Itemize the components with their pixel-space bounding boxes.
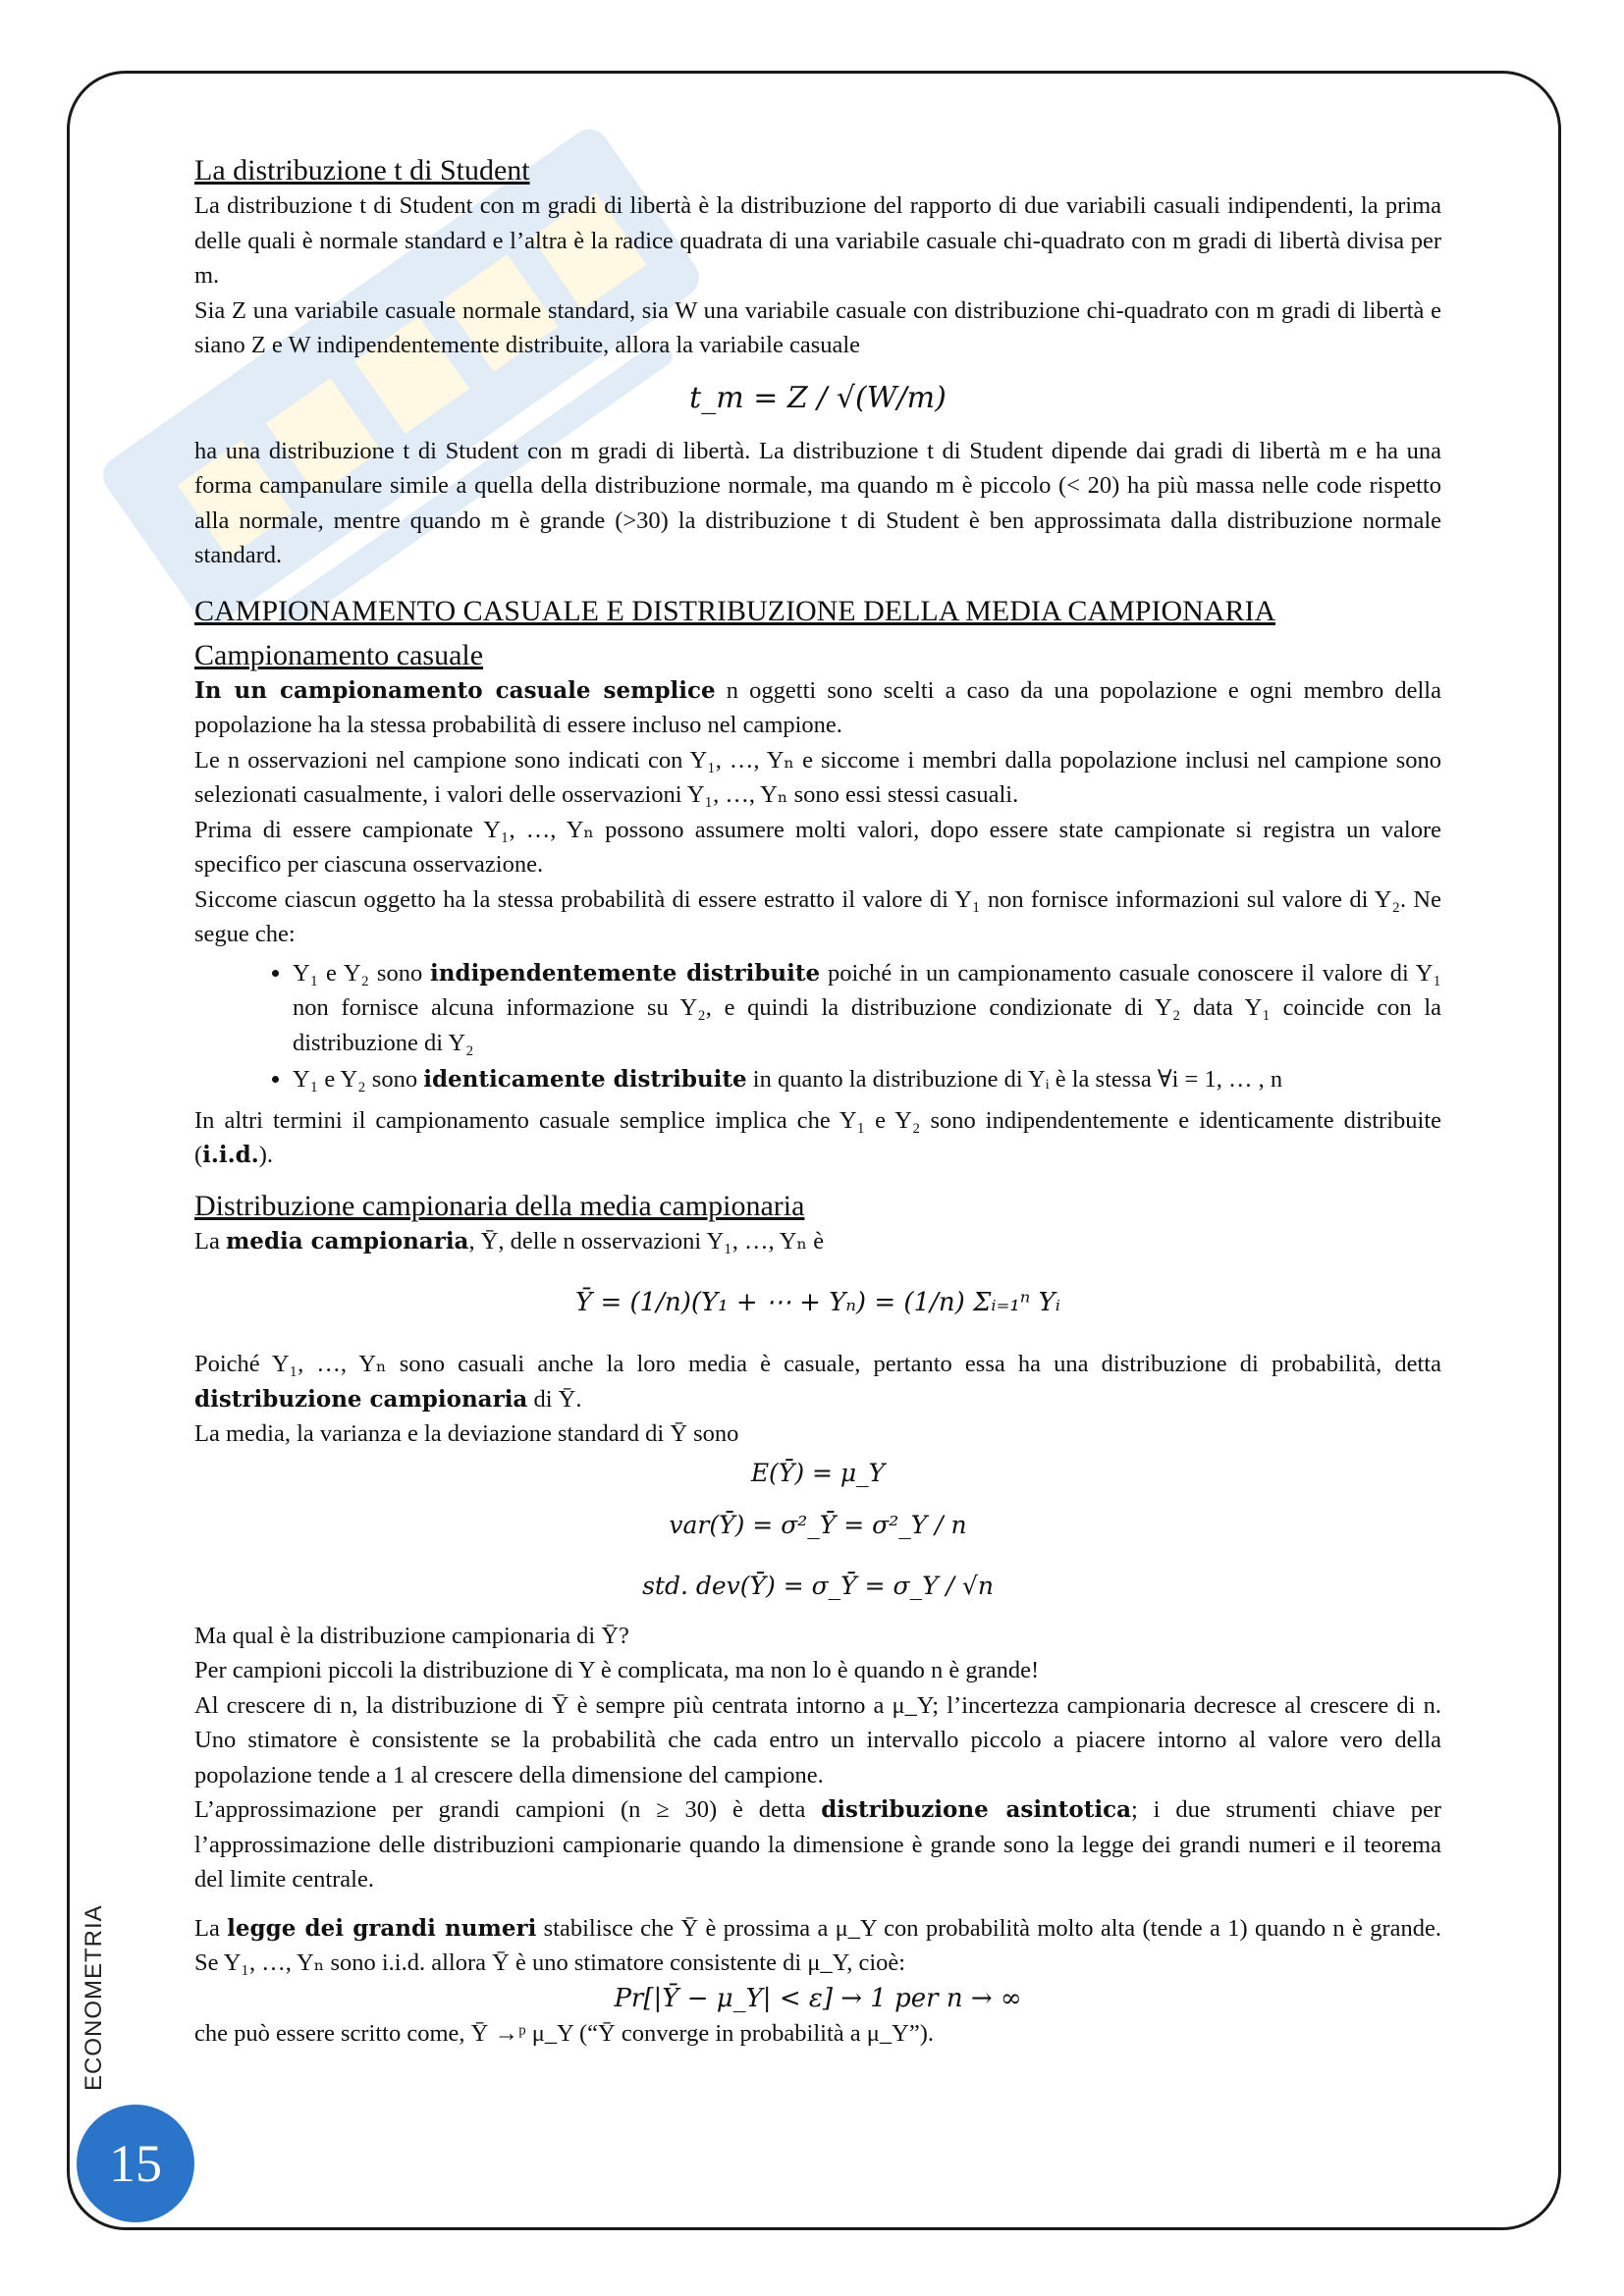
- page-number: 15: [77, 2105, 194, 2222]
- sample-mean-formula: Ȳ = (1/n)(Y₁ + ⋯ + Yₙ) = (1/n) Σᵢ₌₁ⁿ Yᵢ: [575, 1288, 1060, 1317]
- mean-heading: Distribuzione campionaria della media campionaria: [194, 1189, 805, 1222]
- list-item: • Y₁ e Y₂ sono identicamente distribuite in quanto la distribuzione di Yᵢ è la stessa ∀i = 1, … , n: [293, 1062, 1441, 1097]
- mean-paragraph-8: La legge dei grandi numeri stabilisce che Ȳ è prossima a μ_Y con probabilità molto alta (tende a 1) quando n è grande. Se Y₁, …, Yₙ sono i.i.d. allora Ȳ è uno stimatore consistente di μ_Y, cioè:: [194, 1914, 1441, 1976]
- moments-equations: [194, 1454, 1441, 1615]
- mean-paragraph-3: La media, la varianza e la deviazione standard di Ȳ sono: [194, 1420, 739, 1447]
- sampling-bold-term: In un campionamento casuale semplice: [194, 676, 716, 704]
- sampling-heading: Campionamento casuale: [194, 638, 484, 671]
- law-of-large-numbers-equation: Pr[|Ȳ − μ_Y| < ε] → 1 per n → ∞: [614, 1983, 1022, 2013]
- sampling-paragraph-4: Siccome ciascun oggetto ha la stessa probabilità di essere estratto il valore di Y₁ non fornisce informazioni sul valore di Y₂. Ne segue che:: [194, 885, 1441, 947]
- mean-paragraph-5: Per campioni piccoli la distribuzione di Y è complicata, ma non lo è quando n è grande!: [194, 1657, 1040, 1683]
- student-paragraph-1: La distribuzione t di Student con m gradi di libertà è la distribuzione del rapporto di due variabili casuali indipendenti, la prima delle quali è normale standard e l’altra è la radice quadrata di una variabile casuale chi-quadrato con m gradi di libertà divisa per m.: [194, 192, 1441, 289]
- std-dev-equation: std. dev(Ȳ) = σ_Ȳ = σ_Y / √n: [642, 1571, 994, 1600]
- list-item: • Y₁ e Y₂ sono indipendentemente distribuite poiché in un campionamento casuale conoscere il valore di Y₁ non fornisce alcuna informazione su Y₂, e quindi la distribuzione condizionate di Y₂ data Y₁ coincide con la distribuzione di Y₂: [293, 956, 1441, 1061]
- sampling-paragraph-1: In un campionamento casuale semplice n oggetti sono scelti a caso da una popolazione e ogni membro della popolazione ha la stessa probabilità di essere incluso nel campione.: [194, 676, 1441, 738]
- section-title: CAMPIONAMENTO CASUALE E DISTRIBUZIONE DELLA MEDIA CAMPIONARIA: [194, 594, 1276, 627]
- mean-paragraph-6: Al crescere di n, la distribuzione di Ȳ è sempre più centrata intorno a μ_Y; l’incertezza campionaria decresce al crescere di n. Uno stimatore è consistente se la probabilità che cada entro un intervallo piccolo a piacere intorno al valore vero della popolazione tende a 1 al crescere della dimensione del campione.: [194, 1691, 1441, 1789]
- student-paragraph-3: ha una distribuzione t di Student con m gradi di libertà. La distribuzione t di Student dipende dai gradi di libertà m e ha una forma campanulare simile a quella della distribuzione normale, ma quando m è piccolo (< 20) ha più massa nelle code rispetto alla normale, mentre quando m è grande (>30) la distribuzione t di Student è ben approssimata dalla distribuzione normale standard.: [194, 437, 1441, 568]
- expectation-equation: E(Ȳ) = μ_Y: [750, 1458, 886, 1487]
- sampling-paragraph-5: In altri termini il campionamento casuale semplice implica che Y₁ e Y₂ sono indipendentemente e identicamente distribuite (i.i.d.).: [194, 1106, 1441, 1168]
- t-student-formula: t_m = Z / √(W/m): [689, 380, 947, 415]
- student-paragraph-2: Sia Z una variabile casuale normale standard, sia W una variabile casuale con distribuzione chi-quadrato con m gradi di libertà e siano Z e W indipendentemente distribuite, allora la variabile casuale: [194, 296, 1441, 358]
- sampling-paragraph-2: Le n osservazioni nel campione sono indicati con Y₁, …, Yₙ e siccome i membri dalla popolazione inclusi nel campione sono selezionati casualmente, i valori delle osservazioni Y₁, …, Yₙ sono essi stessi casuali.: [194, 746, 1441, 808]
- mean-paragraph-9: che può essere scritto come, Ȳ →ᵖ μ_Y (“Ȳ converge in probabilità a μ_Y”).: [194, 2019, 934, 2047]
- variance-equation: var(Ȳ) = σ²_Ȳ = σ²_Y / n: [669, 1510, 967, 1539]
- sampling-paragraph-3: Prima di essere campionate Y₁, …, Yₙ possono assumere molti valori, dopo essere state campionate si registra un valore specifico per ciascuna osservazione.: [194, 816, 1441, 878]
- mean-paragraph-4: Ma qual è la distribuzione campionaria di Ȳ?: [194, 1622, 629, 1649]
- subject-side-label: ECONOMETRIA: [81, 1904, 107, 2091]
- sampling-bullet-list: [194, 956, 1441, 1097]
- mean-paragraph-1: La media campionaria, Ȳ, delle n osservazioni Y₁, …, Yₙ è: [194, 1227, 825, 1255]
- student-heading: La distribuzione t di Student: [194, 154, 530, 187]
- mean-paragraph-7: L’approssimazione per grandi campioni (n ≥ 30) è detta distribuzione asintotica; i due strumenti chiave per l’approssimazione delle distribuzioni campionarie quando la dimensione è grande sono la legge dei grandi numeri e il teorema del limite centrale.: [194, 1796, 1441, 1893]
- mean-paragraph-2: Poiché Y₁, …, Yₙ sono casuali anche la loro media è casuale, pertanto essa ha una distribuzione di probabilità, detta distribuzione campionaria di Ȳ.: [194, 1351, 1441, 1413]
- page-content: [194, 153, 1441, 2051]
